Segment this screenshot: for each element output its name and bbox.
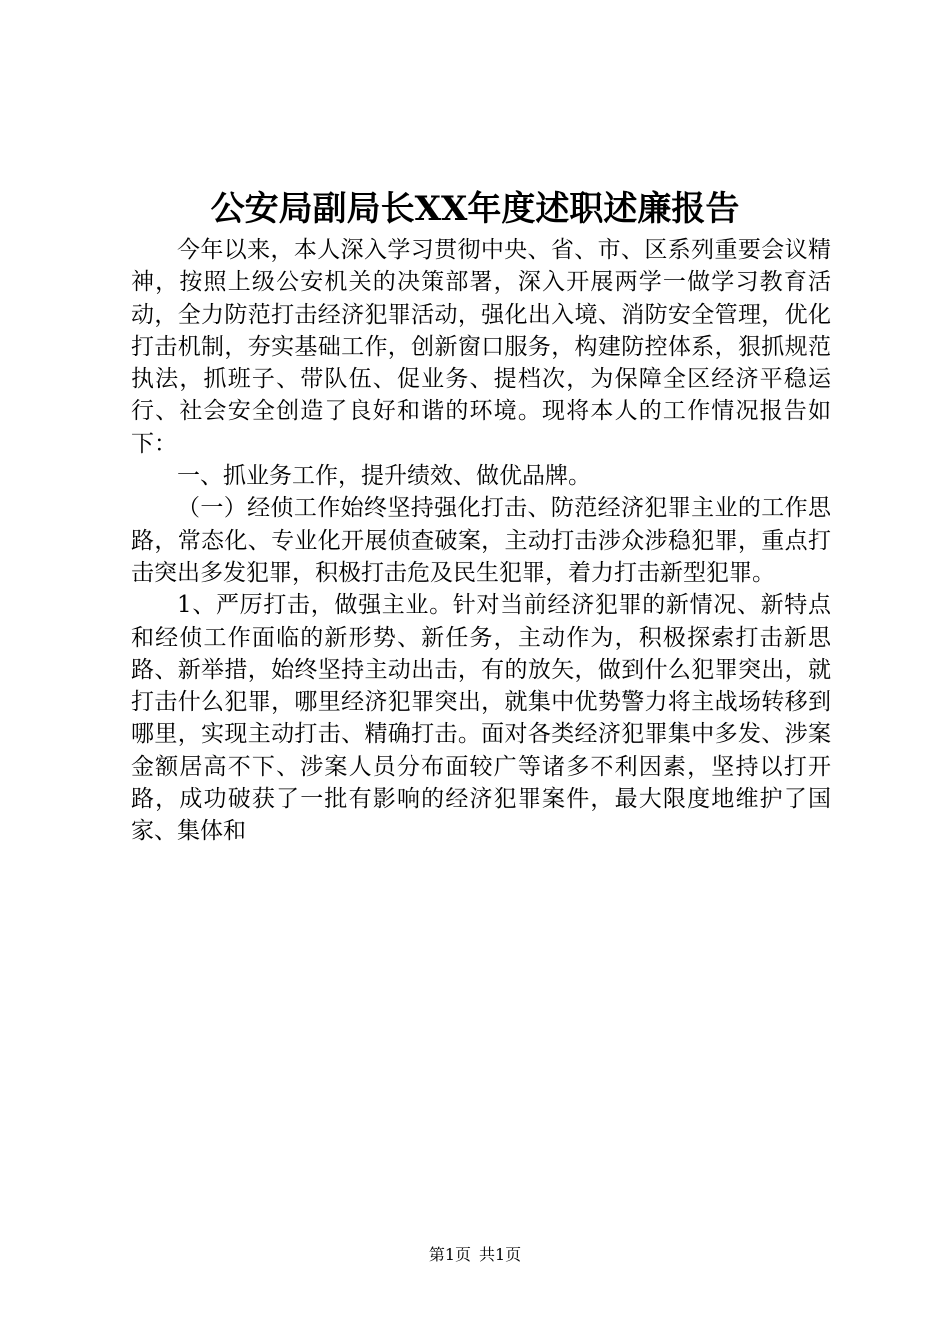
paragraph-intro: 今年以来，本人深入学习贯彻中央、省、市、区系列重要会议精神，按照上级公安机关的决策部署，深入开展两学一做学习教育活动，全力防范打击经济犯罪活动，强化出入境、消防安全管理，优化打击机制，夯实基础工作，创新窗口服务，构建防控体系，狠抓规范执法，抓班子、带队伍、促业务、提档次，为保障全区经济平稳运行、社会安全创造了良好和谐的环境。现将本人的工作情况报告如下： — [131, 237, 831, 457]
subsection-paragraph: （一）经侦工作始终坚持强化打击、防范经济犯罪主业的工作思路，常态化、专业化开展侦查破案，主动打击涉众涉稳犯罪，重点打击突出多发犯罪，积极打击危及民生犯罪，着力打击新型犯罪。 — [131, 495, 831, 586]
page-number: 第1页 — [428, 1245, 471, 1264]
section-heading: 一、抓业务工作，提升绩效、做优品牌。 — [177, 463, 591, 490]
document-body — [131, 234, 831, 848]
page-total: 共1页 — [479, 1245, 522, 1264]
document-title: 公安局副局长XX年度述职述廉报告 — [210, 189, 740, 229]
page-footer — [0, 1244, 950, 1266]
item-paragraph: 1、严厉打击，做强主业。针对当前经济犯罪的新情况、新特点和经侦工作面临的新形势、新任务，主动作为，积极探索打击新思路、新举措，始终坚持主动出击，有的放矢，做到什么犯罪突出，就打击什么犯罪，哪里经济犯罪突出，就集中优势警力将主战场转移到哪里，实现主动打击、精确打击。面对各类经济犯罪集中多发、涉案金额居高不下、涉案人员分布面较广等诸多不利因素，坚持以打开路，成功破获了一批有影响的经济犯罪案件，最大限度地维护了国家、集体和 — [131, 592, 831, 845]
